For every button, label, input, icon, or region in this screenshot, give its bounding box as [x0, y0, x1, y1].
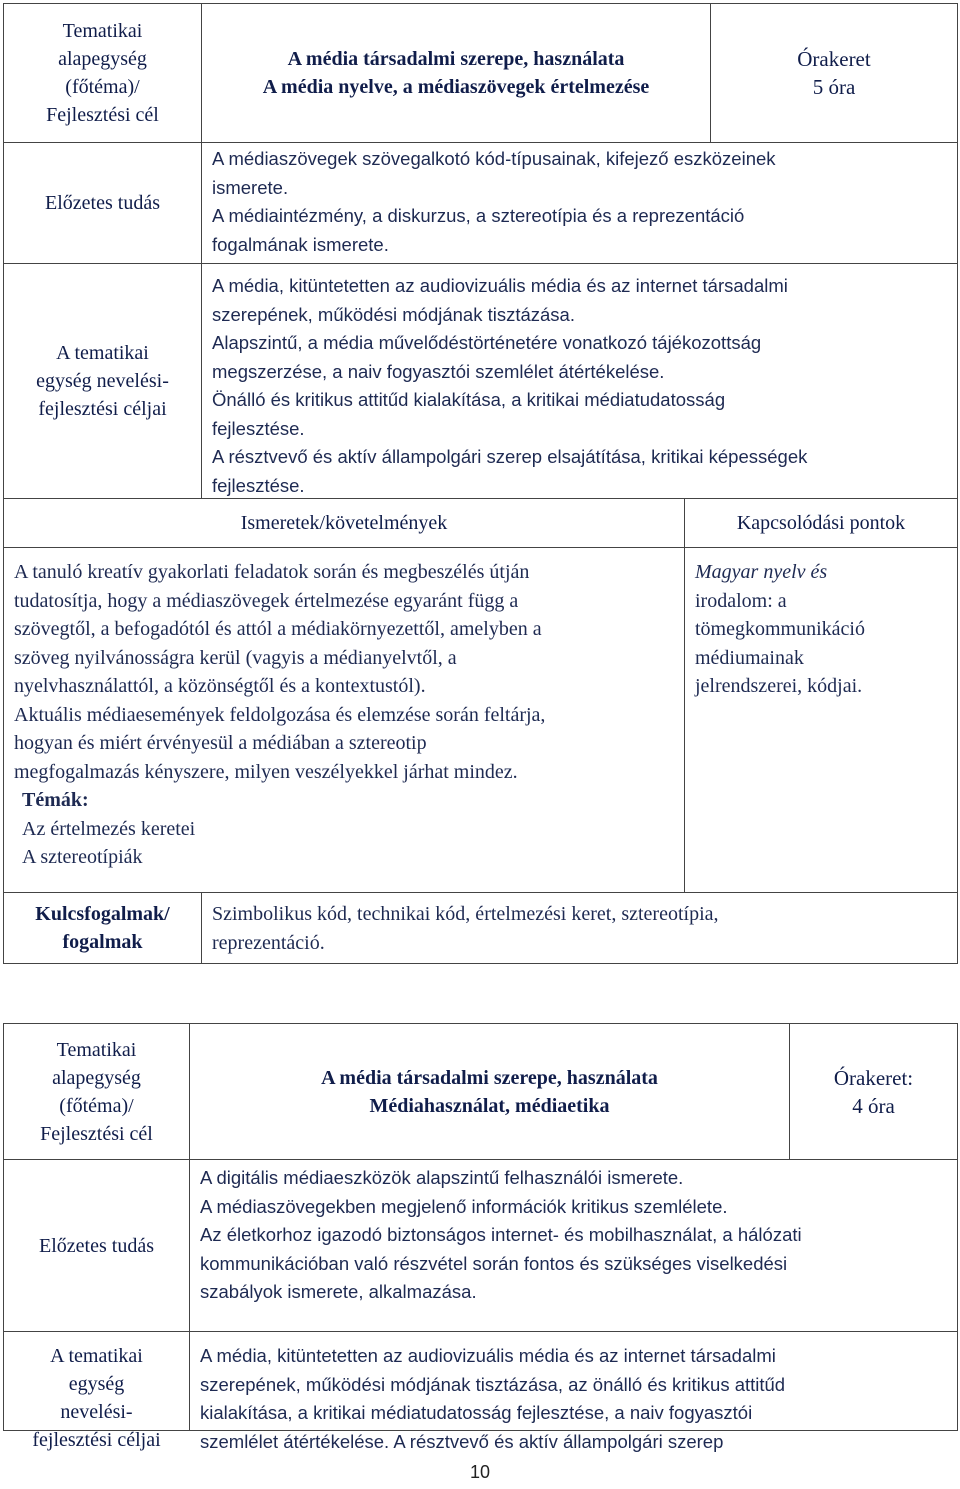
topics-label: Témák:: [22, 789, 89, 811]
table1-unit-label: Tematikai alapegység (főtéma)/ Fejlesztési cél: [3, 3, 202, 143]
table1-prior-text: A médiaszövegek szövegalkotó kód-típusainak, kifejező eszközeinek ismerete. A médiaintézmény, a diskurzus, a sztereotípia és a reprezentáció fogalmának ismerete.: [201, 142, 958, 264]
table2-header-row: [3, 1023, 958, 1160]
table2-goals-label: A tematikai egység nevelési- fejlesztési céljai: [3, 1331, 190, 1431]
table2-hours: Órakeret: 4 óra: [789, 1023, 958, 1160]
links-subject: Magyar nyelv és: [695, 561, 828, 583]
table1-req-header-row: [3, 498, 958, 548]
topic-item: A sztereotípiák: [22, 846, 143, 868]
table2-prior-text: A digitális médiaeszközök alapszintű felhasználói ismerete. A médiaszövegekben megjelenő információk kritikus szemlélete. Az életkorhoz igazodó biztonságos internet- és mobilhasználat, a hálózati kommunikációban való részvétel során fontos és szükséges viselkedési szabályok ismerete, alkalmazása.: [189, 1159, 958, 1332]
table1-header-row: [3, 3, 958, 143]
table1-unit-title: A média társadalmi szerepe, használata A média nyelve, a médiaszövegek értelmezése: [201, 3, 711, 143]
table1-prior-label: Előzetes tudás: [3, 142, 202, 264]
table2-goals-row: [3, 1331, 958, 1452]
table2-prior-row: [3, 1159, 958, 1332]
table1-hours: Órakeret 5 óra: [710, 3, 958, 143]
links-header: Kapcsolódási pontok: [684, 498, 958, 548]
links-text: Magyar nyelv és irodalom: a tömegkommunikáció médiumainak jelrendszerei, kódjai.: [684, 547, 958, 893]
curriculum-table-1: [3, 3, 958, 964]
table1-goals-label: A tematikai egység nevelési- fejlesztési céljai: [3, 263, 202, 499]
table1-concepts-row: [3, 892, 958, 964]
table1-goals-text: A média, kitüntetetten az audiovizuális média és az internet társadalmi szerepének, működési módjának tisztázása. Alapszintű, a média művelődéstörténetére vonatkozó tájékozottság megszerzése, a naiv fogyasztói szemlélet átértékelése. Önálló és kritikus attitűd kialakítása, a kritikai médiatudatosság fejlesztése. A résztvevő és aktív állampolgári szerep elsajátítása, kritikai képességek fejlesztése.: [201, 263, 958, 499]
concepts-label: Kulcsfogalmak/ fogalmak: [3, 892, 202, 964]
requirements-header: Ismeretek/követelmények: [3, 498, 685, 548]
table1-req-content-row: [3, 547, 958, 893]
requirements-text: A tanuló kreatív gyakorlati feladatok során és megbeszélés útján tudatosítja, hogy a médiaszövegek értelmezése egyaránt függ a szövegtől, a befogadótól és attól a médiakörnyezettől, amelyben a szöveg nyilvánosságra kerül (vagyis a médianyelvtől, a nyelvhasználattól, a közönségtől és a kontextustól). Aktuális médiaesemények feldolgozása és elemzése során feltárja, hogyan és miért érvényesül a médiában a sztereotip megfogalmazás kényszere, milyen veszélyekkel járhat mindez. Témák: Az értelmezés keretei A sztereotípiák: [3, 547, 685, 893]
table2-unit-label: Tematikai alapegység (főtéma)/ Fejlesztési cél: [3, 1023, 190, 1160]
table1-prior-row: [3, 142, 958, 264]
page-number: 10: [469, 1462, 491, 1482]
table2-prior-label: Előzetes tudás: [3, 1159, 190, 1332]
table2-unit-title: A média társadalmi szerepe, használata Médiahasználat, médiaetika: [189, 1023, 790, 1160]
table2-goals-text: A média, kitüntetetten az audiovizuális média és az internet társadalmi szerepének, működési módjának tisztázása, az önálló és kritikus attitűd kialakítása, a kritikai médiatudatosság fejlesztése, a naiv fogyasztói szemlélet átértékelése. A résztvevő és aktív állampolgári szerep: [189, 1331, 958, 1431]
topic-item: Az értelmezés keretei: [22, 817, 196, 840]
table1-goals-row: [3, 263, 958, 499]
concepts-text: Szimbolikus kód, technikai kód, értelmezési keret, sztereotípia, reprezentáció.: [201, 892, 958, 964]
curriculum-table-2: [3, 1023, 958, 1452]
